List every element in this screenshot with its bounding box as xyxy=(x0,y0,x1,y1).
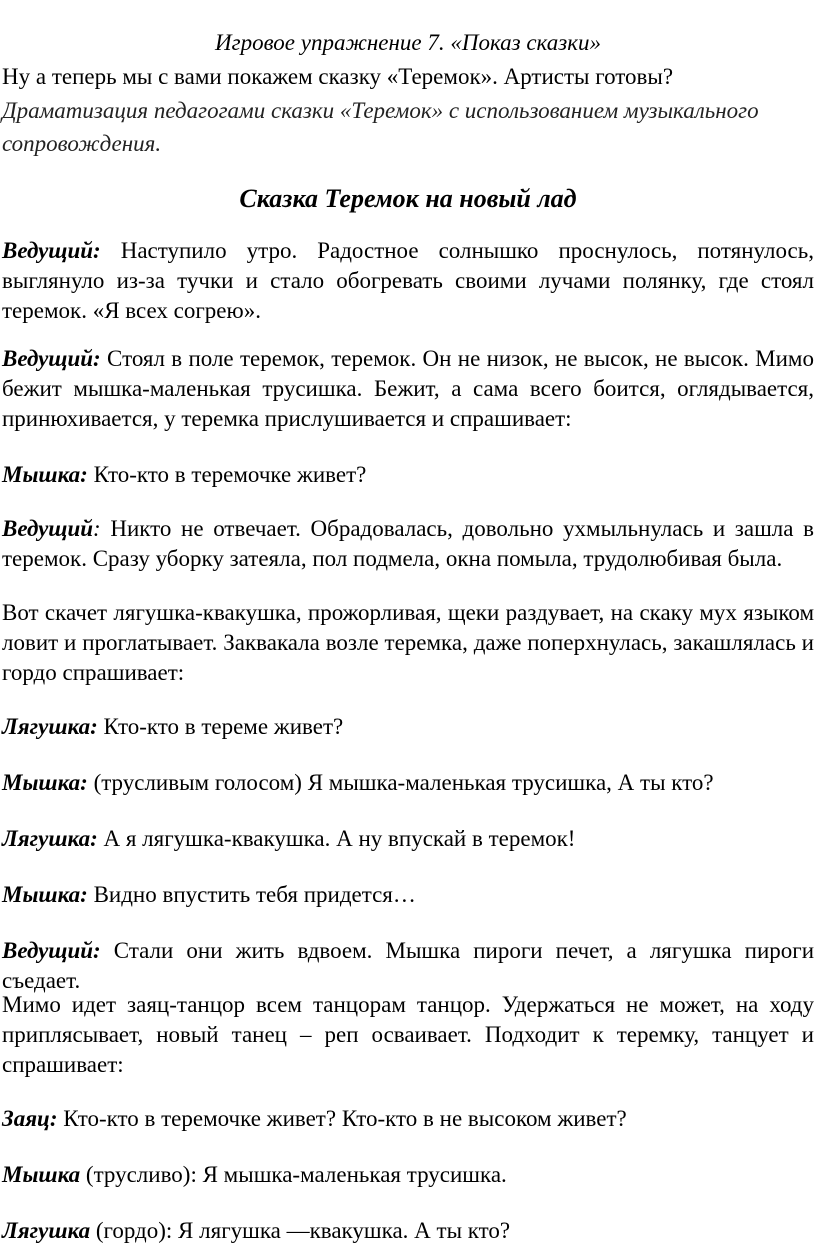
dialogue-paragraph xyxy=(2,236,814,326)
dialogue-paragraph xyxy=(2,880,814,910)
narration-paragraph xyxy=(2,990,814,1080)
speaker-label: Мышка: xyxy=(2,882,88,907)
narration-paragraph xyxy=(2,598,814,688)
paragraph-text: Кто-кто в тереме живет? xyxy=(97,714,344,739)
paragraph-text: Стоял в поле теремок, теремок. Он не низок, не высок, не высок. Мимо бежит мышка-маленькая трусишка. Бежит, а сама всего боится, оглядывается, принюхивается, у теремка прислушивается и спрашивает: xyxy=(2,346,814,431)
speaker-colon: : xyxy=(93,516,101,541)
dialogue-paragraph xyxy=(2,344,814,434)
dialogue-paragraph xyxy=(2,1216,814,1246)
dialogue-paragraph xyxy=(2,514,814,574)
paragraph-text: Стали они жить вдвоем. Мышка пироги печет, а лягушка пироги съедает. xyxy=(2,938,814,993)
paragraph-text: Кто-кто в теремочке живет? xyxy=(87,462,367,487)
intro-italic-text: Драматизация педагогами сказки «Теремок» с использованием музыкального сопровождения. xyxy=(2,98,759,156)
tale-title: Сказка Теремок на новый лад xyxy=(239,184,577,213)
dialogue-paragraph xyxy=(2,1160,814,1190)
speaker-label: Ведущий xyxy=(2,516,94,541)
exercise-title: Игровое упражнение 7. «Показ сказки» xyxy=(215,30,601,55)
paragraph-text: Видно впустить тебя придется… xyxy=(87,882,416,907)
paragraph-text: Мимо идет заяц-танцор всем танцорам танцор. Удержаться не может, на ходу приплясывает, новый танец – реп осваивает. Подходит к теремку, танцует и спрашивает: xyxy=(2,992,814,1077)
dialogue-paragraph xyxy=(2,712,814,742)
paragraph-text: (трусливо): Я мышка-маленькая трусишка. xyxy=(80,1162,507,1187)
paragraph-text: А я лягушка-квакушка. А ну впускай в теремок! xyxy=(97,826,576,851)
paragraph-text: Кто-кто в теремочке живет? Кто-кто в не высоком живет? xyxy=(57,1106,627,1131)
paragraph-text: Вот скачет лягушка-квакушка, прожорливая, щеки раздувает, на скаку мух языком ловит и проглатывает. Заквакала возле теремка, даже поперхнулась, закашлялась и гордо спрашивает: xyxy=(2,600,814,685)
dialogue-paragraph xyxy=(2,936,814,996)
dialogue-paragraph xyxy=(2,460,814,490)
dialogue-paragraph xyxy=(2,768,814,798)
speaker-label: Ведущий: xyxy=(2,346,101,371)
speaker-label: Мышка xyxy=(2,1162,81,1187)
speaker-label: Заяц: xyxy=(2,1106,58,1131)
dialogue-paragraph xyxy=(2,824,814,854)
speaker-label: Лягушка: xyxy=(2,826,98,851)
paragraph-text: (трусливым голосом) Я мышка-маленькая трусишка, А ты кто? xyxy=(87,770,714,795)
paragraph-text: Никто не отвечает. Обрадовалась, довольно ухмыльнулась и зашла в теремок. Сразу уборку затеяла, пол подмела, окна помыла, трудолюбивая была. xyxy=(2,516,814,571)
speaker-label: Лягушка xyxy=(2,1218,91,1243)
speaker-label: Лягушка: xyxy=(2,714,98,739)
speaker-label: Ведущий: xyxy=(2,938,101,963)
speaker-label: Мышка: xyxy=(2,462,88,487)
paragraph-text: Наступило утро. Радостное солнышко проснулось, потянулось, выглянуло из-за тучки и стало обогревать своими лучами полянку, где стоял теремок. «Я всех согрею». xyxy=(2,238,814,323)
intro-text: Ну а теперь мы с вами покажем сказку «Теремок». Артисты готовы? xyxy=(2,64,674,89)
paragraph-text: (гордо): Я лягушка —квакушка. А ты кто? xyxy=(90,1218,511,1243)
dialogue-paragraph xyxy=(2,1104,814,1134)
speaker-label: Ведущий: xyxy=(2,238,101,263)
speaker-label: Мышка: xyxy=(2,770,88,795)
